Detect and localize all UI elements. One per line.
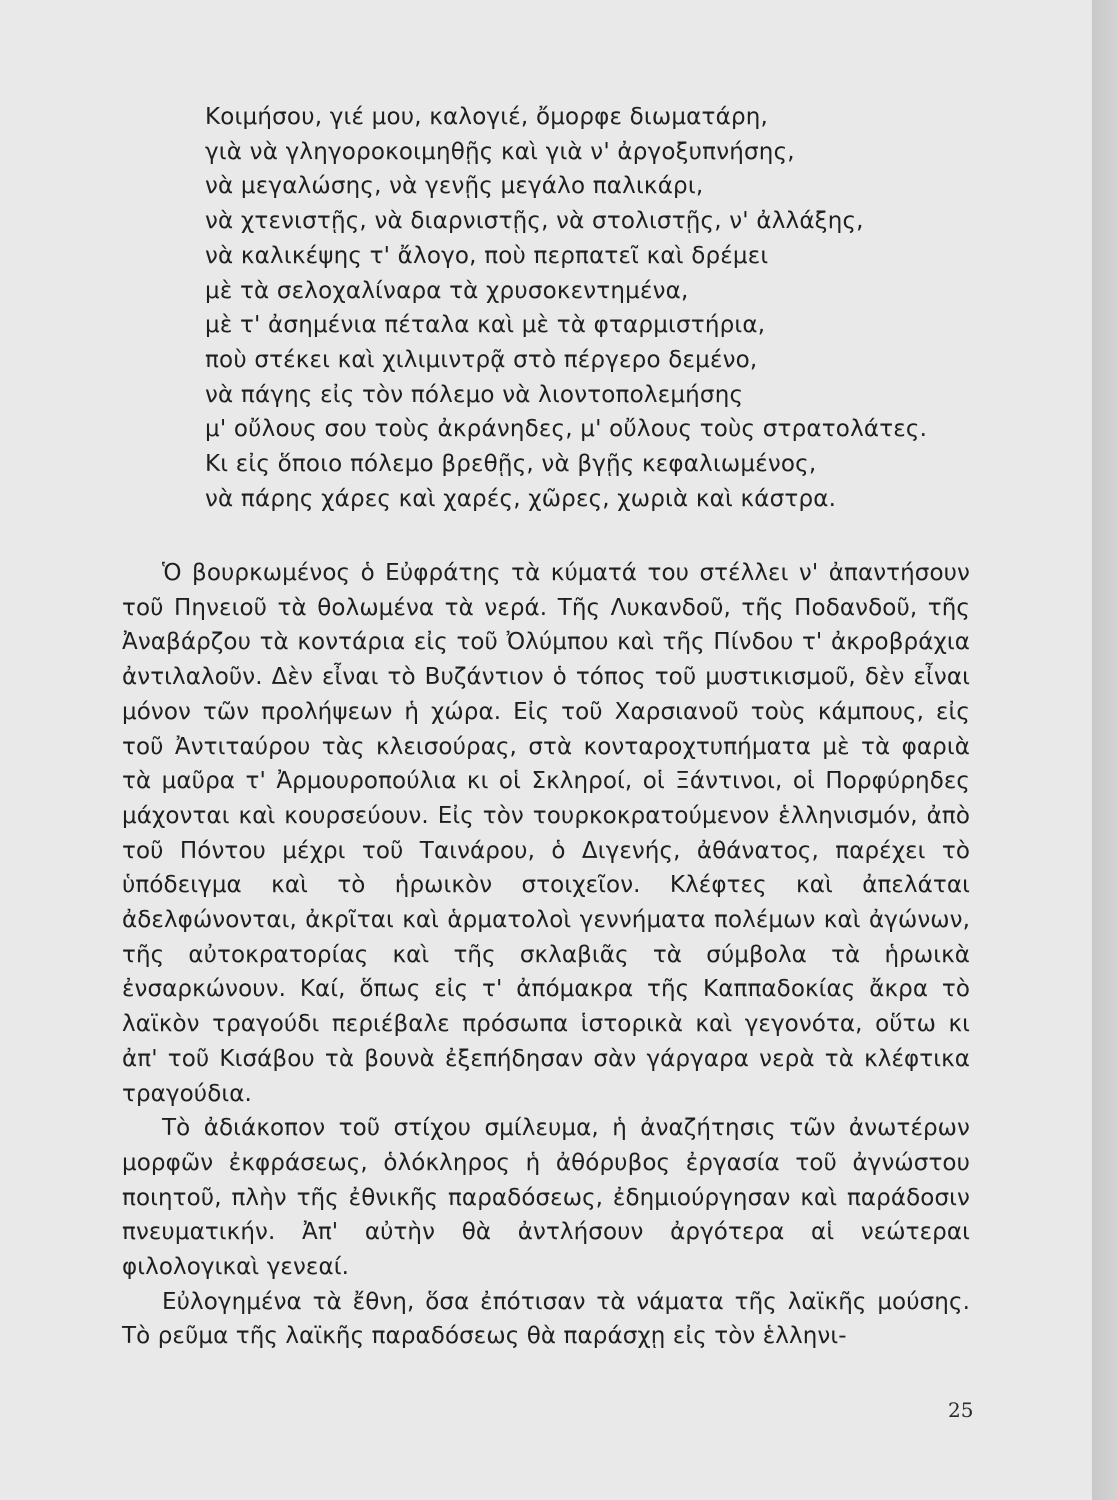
poem-line: νὰ πάγης εἰς τὸν πόλεμο νὰ λιοντοπολεμήσης: [205, 381, 744, 408]
poem-line: μ' οὔλους σου τοὺς ἀκράνηδες, μ' οὔλους τοὺς στρατολάτες.: [205, 416, 928, 443]
paragraph: Ὁ βουρκωμένος ὁ Εὐφράτης τὰ κύματά του στέλλει ν' ἀπαντήσουν τοῦ Πηνειοῦ τὰ θολωμένα τὰ νερά. Τῆς Λυκανδοῦ, τῆς Ποδανδοῦ, τῆς Ἀναβάρζου τὰ κοντάρια εἰς τοῦ Ὀλύμπου καὶ τῆς Πίνδου τ' ἀκροβράχια ἀντιλαλοῦν. Δὲν εἶναι τὸ Βυζάντιον ὁ τόπος τοῦ μυστικισμοῦ, δὲν εἶναι μόνον τῶν προλήψεων ἡ χώρα. Εἰς τοῦ Χαρσιανοῦ τοὺς κάμπους, εἰς τοῦ Ἀντιταύρου τὰς κλεισούρας, στὰ κονταροχτυπήματα μὲ τὰ φαριὰ τὰ μαῦρα τ' Ἀρμουροπούλια κι οἱ Σκληροί, οἱ Ξάντινοι, οἱ Πορφύρηδες μάχονται καὶ κουρσεύουν. Εἰς τὸν τουρκοκρατούμενον ἑλληνισμόν, ἀπὸ τοῦ Πόντου μέχρι τοῦ Ταινάρου, ὁ Διγενής, ἀθάνατος, παρέχει τὸ ὑπόδειγμα καὶ τὸ ἡρωικὸν στοιχεῖον. Κλέφτες καὶ ἀπελάται ἀδελφώνονται, ἀκρῖται καὶ ἁρματολοὶ γεννήματα πολέμων καὶ ἀγώνων, τῆς αὐτοκρατορίας καὶ τῆς σκλαβιᾶς τὰ σύμβολα τὰ ἡρωικὰ ἐνσαρκώνουν. Καί, ὅπως εἰς τ' ἀπόμακρα τῆς Καππαδοκίας ἄκρα τὸ λαϊκὸν τραγούδι περιέβαλε πρόσωπα ἱστορικὰ καὶ γεγονότα, οὕτω κι ἀπ' τοῦ Κισάβου τὰ βουνὰ ἐξεπήδησαν σὰν γάργαρα νερὰ τὰ κλέφτικα τραγούδια.: [122, 560, 970, 1107]
poem-line: νὰ πάρης χάρες καὶ χαρές, χῶρες, χωριὰ καὶ κάστρα.: [205, 485, 837, 512]
prose-block: [122, 556, 970, 1354]
poem-line: νὰ μεγαλώσης, νὰ γενῇς μεγάλο παλικάρι,: [205, 173, 704, 200]
paragraph: Τὸ ἀδιάκοπον τοῦ στίχου σμίλευμα, ἡ ἀναζήτησις τῶν ἀνωτέρων μορφῶν ἐκφράσεως, ὁλόκληρος ἡ ἀθόρυβος ἐργασία τοῦ ἀγνώστου ποιητοῦ, πλὴν τῆς ἐθνικῆς παραδόσεως, ἐδημιούργησαν καὶ παράδοσιν πνευματικήν. Ἀπ' αὐτὴν θὰ ἀντλήσουν ἀργότερα αἱ νεώτεραι φιλολογικαὶ γενεαί.: [122, 1115, 970, 1281]
poem-line: γιὰ νὰ γληγοροκοιμηθῇς καὶ γιὰ ν' ἀργοξυπνήσης,: [205, 138, 795, 165]
page-number: 25: [948, 1398, 974, 1422]
poem-line: νὰ χτενιστῇς, νὰ διαρνιστῇς, νὰ στολιστῇς, ν' ἀλλάξης,: [205, 208, 864, 235]
poem-line: μὲ τὰ σελοχαλίναρα τὰ χρυσοκεντημένα,: [205, 277, 689, 304]
poem-line: Κοιμήσου, γιέ μου, καλογιέ, ὄμορφε διωματάρη,: [205, 104, 769, 130]
poem-block: [205, 100, 927, 516]
paragraph: Εὐλογημένα τὰ ἔθνη, ὅσα ἐπότισαν τὰ νάματα τῆς λαϊκῆς μούσης. Τὸ ρεῦμα τῆς λαϊκῆς παραδόσεως θὰ παράσχῃ εἰς τὸν ἑλληνι-: [122, 1288, 970, 1350]
page-edge: [1092, 0, 1118, 1500]
poem-line: Κι εἰς ὅποιο πόλεμο βρεθῇς, νὰ βγῇς κεφαλιωμένος,: [205, 451, 817, 478]
poem-line: νὰ καλικέψης τ' ἄλογο, ποὺ περπατεῖ καὶ δρέμει: [205, 242, 769, 269]
poem-line: ποὺ στέκει καὶ χιλιμιντρᾷ στὸ πέργερο δεμένο,: [205, 346, 758, 373]
poem-line: μὲ τ' ἀσημένια πέταλα καὶ μὲ τὰ φταρμιστήρια,: [205, 312, 766, 339]
